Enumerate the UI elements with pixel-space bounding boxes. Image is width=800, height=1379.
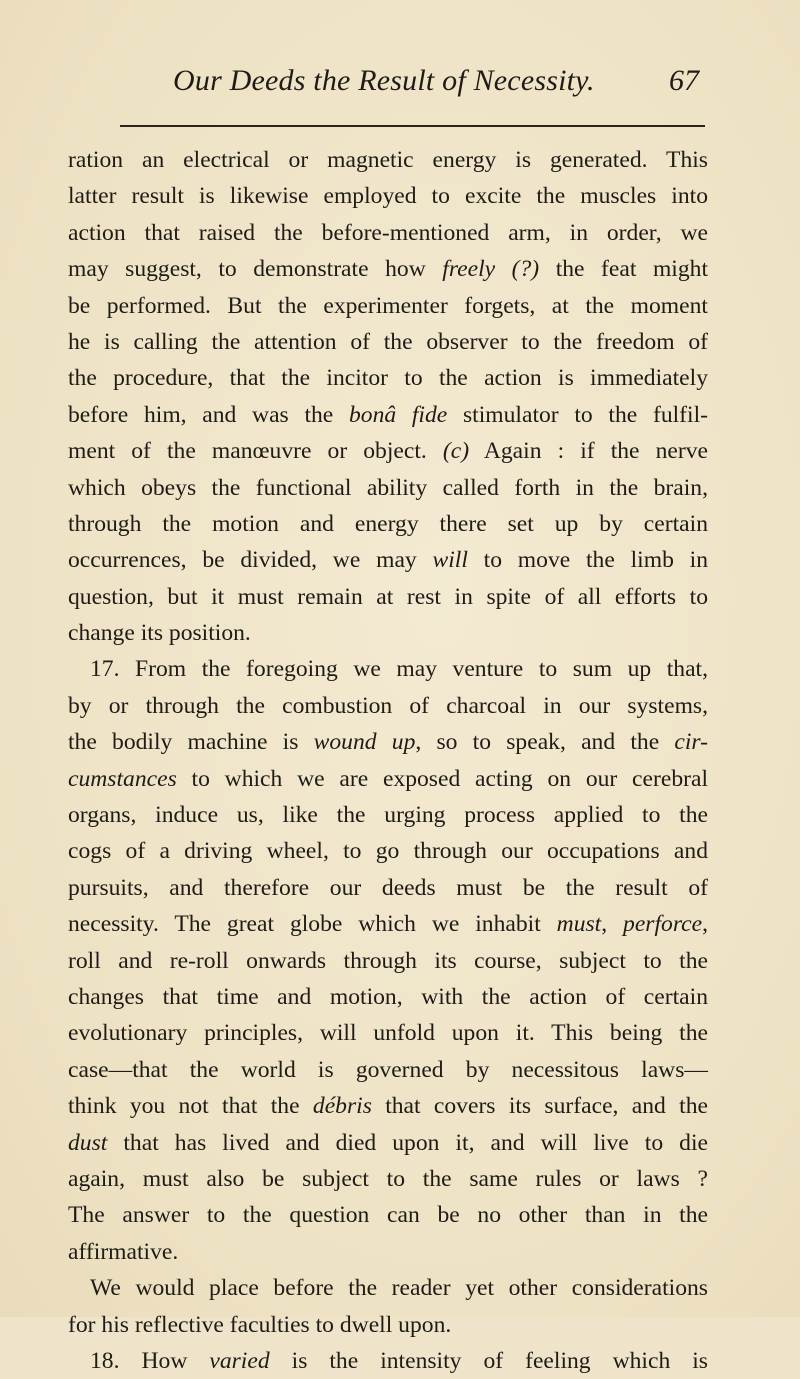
text-line [68,542,708,578]
text-line [68,651,708,687]
text-segment: , [601,911,624,938]
text-segment: action that raised the before-mentioned arm, in order, we [68,219,708,246]
text-line [68,506,708,542]
text-segment: pursuits, and therefore our deeds must be the result of [68,874,708,901]
text-segment: We would place before the reader yet other considerations [90,1275,708,1302]
text-segment: necessity. The great globe which we inhabit [68,911,557,938]
text-segment: through the motion and energy there set up by certain [68,510,708,537]
italic-text: freely (?) [442,256,540,283]
text-segment: Again : if the nerve [469,438,708,465]
text-line [68,1307,708,1343]
page-header [0,64,800,108]
text-line [68,761,708,797]
text-line [68,688,708,724]
italic-text: cir- [674,729,708,756]
text-line [68,1052,708,1088]
italic-text: cumstances [68,765,177,792]
text-line [68,433,708,469]
text-segment: may suggest, to demonstrate how [68,256,443,283]
text-segment: evolutionary principles, will unfold upon it. This being the [68,1020,708,1047]
text-line [68,797,708,833]
text-line [68,1234,708,1270]
text-line [68,615,708,651]
italic-text: varied [209,1347,270,1374]
text-line [68,288,708,324]
text-line [68,870,708,906]
text-segment: change its position. [68,620,251,647]
text-line [68,943,708,979]
text-line [68,324,708,360]
text-segment: ration an electrical or magnetic energy is generated. This [68,147,708,173]
text-segment: he is calling the attention of the observer to the freedom of [68,328,708,355]
text-segment: that covers its surface, and the [371,1093,708,1120]
text-segment: roll and re-roll onwards through its course, subject to the [68,947,708,974]
text-segment: stimulator to the fulfil- [447,401,708,428]
text-line [68,1161,708,1197]
text-segment: by or through the combustion of charcoal in our systems, [68,692,708,719]
text-segment: organs, induce us, like the urging process applied to the [68,802,708,829]
text-segment: before him, and was the [68,401,349,428]
text-line [68,906,708,942]
text-segment: question, but it must remain at rest in spite of all efforts to [68,583,708,610]
text-line [68,724,708,760]
italic-text: bonâ fide [348,401,448,428]
text-segment: the procedure, that the incitor to the action is immediately [68,365,708,392]
italic-text: perforce [623,911,703,938]
text-segment: again, must also be subject to the same rules or laws ? [68,1165,708,1192]
text-line [68,178,708,214]
italic-text: must [556,911,602,938]
text-line [68,979,708,1015]
text-segment: affirmative. [68,1238,179,1265]
text-segment: to move the limb in [467,547,708,574]
text-segment: latter result is likewise employed to excite the muscles into [68,183,708,210]
text-line [68,579,708,615]
body-text [68,142,708,1379]
text-segment: think you not that the [68,1093,313,1120]
text-line [68,1197,708,1233]
italic-text: dust [68,1129,108,1156]
text-segment: for his reflective faculties to dwell upon. [68,1311,452,1338]
text-segment: , [702,911,708,938]
text-segment: occurrences, be divided, we may [68,547,433,574]
text-line [68,142,708,178]
page-number: 67 [669,64,699,97]
italic-text: wound up [313,729,416,756]
text-segment: the bodily machine is [68,729,314,756]
running-title: Our Deeds the Result of Necessity. [173,64,595,97]
italic-text: will [432,547,468,574]
text-line [68,215,708,251]
italic-text: débris [312,1093,372,1120]
text-segment: to which we are exposed acting on our cerebral [176,765,708,792]
text-segment: the feat might [539,256,708,283]
text-line [68,470,708,506]
text-line [68,1088,708,1124]
text-line [68,251,708,287]
text-line [68,360,708,396]
header-rule [120,125,705,127]
text-line [68,833,708,869]
text-segment: The answer to the question can be no other than in the [68,1202,708,1229]
text-segment: be performed. But the experimenter forgets, at the moment [68,292,708,319]
italic-text: (c) [442,438,470,465]
text-segment: case—that the world is governed by necessitous laws— [68,1056,708,1083]
text-line [68,1015,708,1051]
text-segment: cogs of a driving wheel, to go through our occupations and [68,838,708,865]
text-line [68,397,708,433]
text-segment: which obeys the functional ability called forth in the brain, [68,474,708,501]
text-segment: , so to speak, and the [415,729,675,756]
text-segment: is the intensity of feeling which is [269,1347,708,1374]
text-segment: changes that time and motion, with the action of certain [68,983,708,1010]
text-segment: 18. How [90,1347,210,1374]
text-line [68,1270,708,1306]
text-segment: ment of the manœuvre or object. [68,438,443,465]
text-segment: that has lived and died upon it, and will live to die [107,1129,708,1156]
text-line [68,1343,708,1379]
text-line [68,1125,708,1161]
text-segment: 17. From the foregoing we may venture to sum up that, [90,656,708,683]
